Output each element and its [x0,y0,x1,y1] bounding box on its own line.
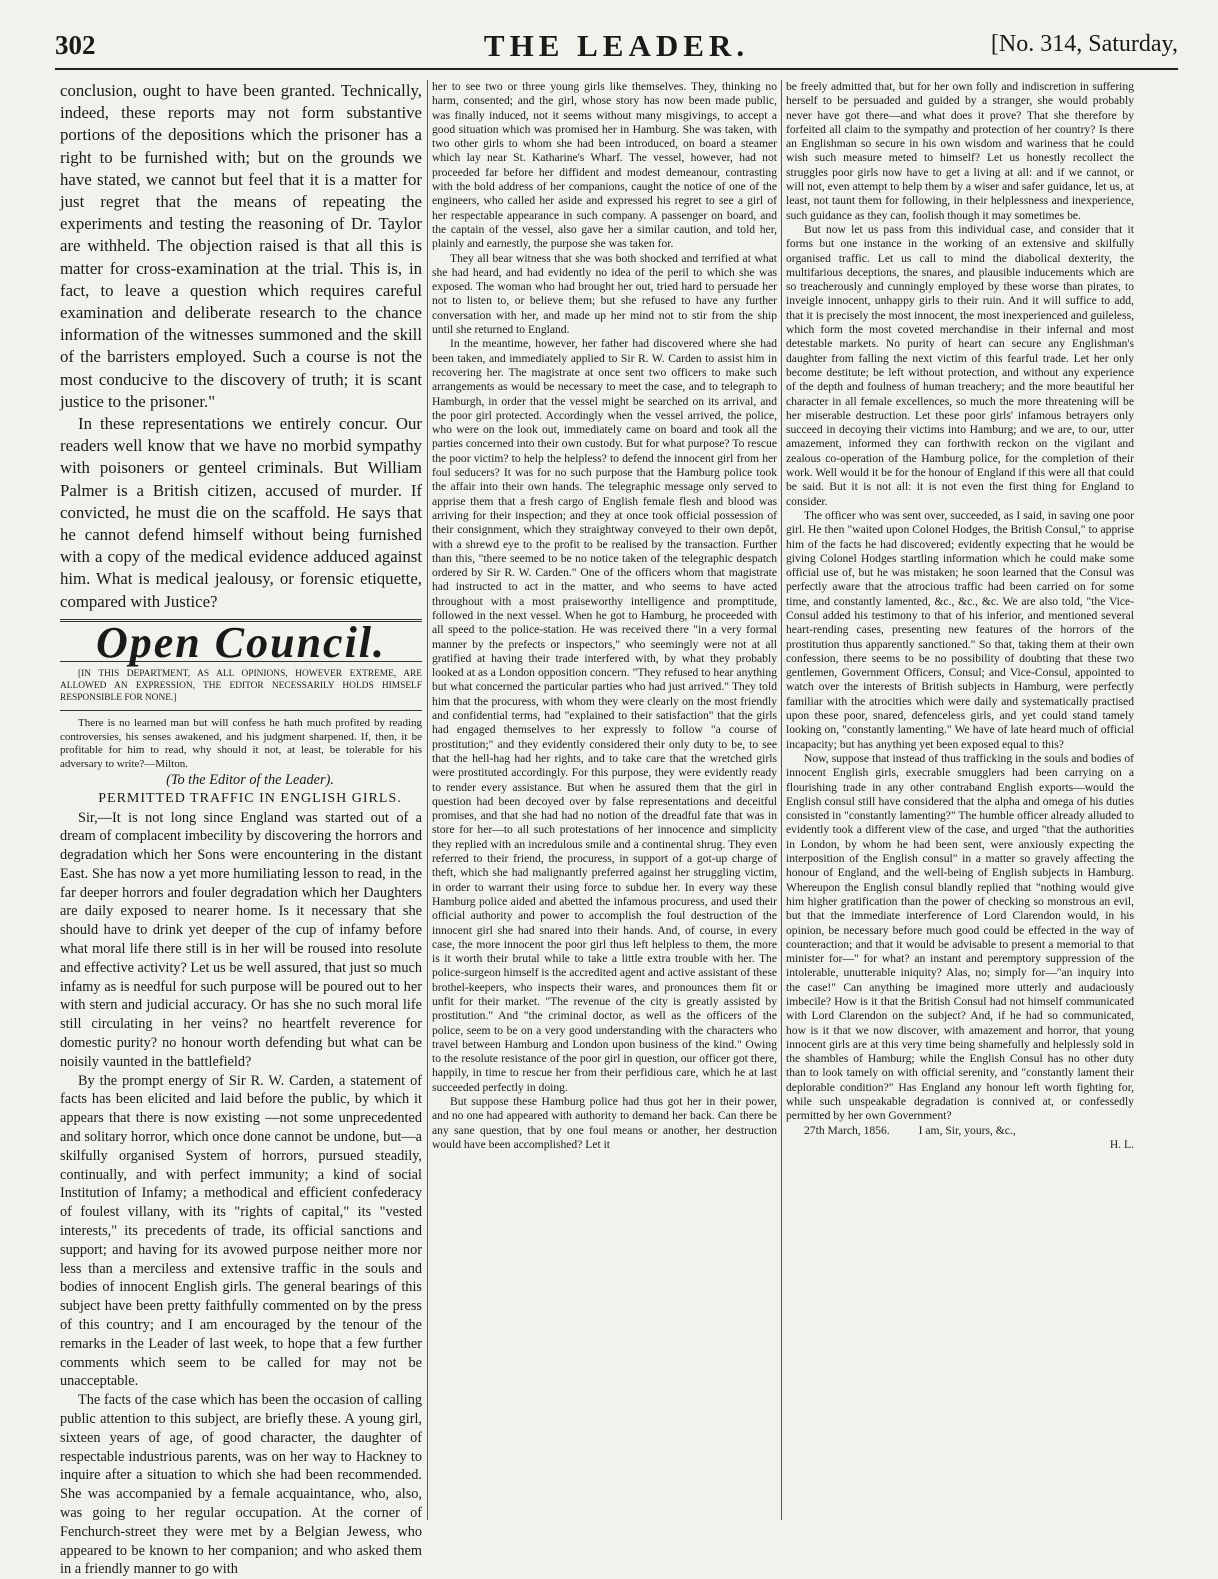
letter-paragraph: her to see two or three young girls like themselves. They, thinking no harm, consented; and the girl, whose story has now been made public, was finally induced, not it seems without many misgivings, to accept a good situation which was promised her in Hamburg. She was taken, with two other girls to whom she had been introduced, on board a steamer which lay near St. Katharine's Wharf. The vessel, however, had not proceeded far before her diffident and modest demeanour, contrasting with the bold address of her companions, caught the notice of one of the engineers, who called her aside and expressed his regret to see a girl of her respectable appearance in such company. A passenger on board, and the captain of the vessel, also gave her a similar caution, and told her, plainly and earnestly, the purpose she was taken for. [432,80,777,251]
letter-paragraph: But suppose these Hamburg police had thus got her in their power, and no one had appeared with authority to demand her back. Can there be any sane question, that by one foul means or another, her destruction would have been accomplished? Let it [432,1095,777,1151]
editor-note: (To the Editor of the Leader). [166,771,334,788]
page-header [55,28,1178,70]
letter-title: PERMITTED TRAFFIC IN ENGLISH GIRLS. [98,790,402,806]
column-3 [786,80,1134,1520]
article-paragraph: In these representations we entirely concur. Our readers well know that we have no morbid sympathy with poisoners or genteel criminals. But William Palmer is a British citizen, accused of murder. If convicted, he must die on the scaffold. He says that he cannot defend himself without being furnished with a copy of the medical evidence adduced against him. What is medical jealousy, or forensic etiquette, compared with Justice? [60,414,422,611]
letter-paragraph: In the meantime, however, her father had discovered where she had been taken, and immediately applied to Sir R. W. Carden to assist him in recovering her. The magistrate at once sent two officers to make such arrangements as would be necessary to meet the case, and to telegraph to Hamburgh, in order that the vessel might be searched on its arrival, and the poor girl protected. Accordingly when the vessel arrived, the police, who were on the look out, immediately came on board and took all the parties concerned into their own custody. But for what purpose? To rescue the poor victim? to help the helpless? to defend the innocent girl from her foul seducers? It was for no such purpose that the Hamburg police took the affair into their own hands. The telegraphic message only served to apprise them that a fresh cargo of English female flesh and blood was arriving for their inspection; and they at once took official possession of their consignment, which they straightway conveyed to their own depôt, with a shrewd eye to the profit to be realised by the transaction. Further than this, "there seemed to be no notice taken of the telegraphic despatch ordered by Sir R. W. Carden." One of the officers whom that magistrate had instructed to act in the matter, and who seems to have acted throughout with a most praiseworthy intelligence and promptitude, followed in the next vessel. When he got to Hamburg, he proceeded with all speed to the police-station. He was received there "in a very formal manner by the prefects or inspectors," who seemingly were not at all gratified at having their trade interfered with, by what they probably looked at as a London opposition concern. "They refused to hear anything but what concerned the particular parties who had just arrived." They told him that the procuress, with whom they were clearly on the most friendly and confidential terms, had "explained to their satisfaction" that the girls had engaged themselves to her expressly to follow "a course of prostitution;" and they evidently considered their only duty to be, to see that the hell-hag had her rights, and to take care that the wretched girls were prostituted accordingly. For this purpose, they were evidently ready to render every assistance. But when he assured them that the girl in question had been decoyed over by false representations and deceitful promises, and that she had had no notion of the dreadful fate that was in store for her—to all such protestations of her innocence and simplicity they replied with an incredulous smile and a continental shrug. They even referred to their friend, the procuress, in support of a got-up charge of theft, which she had malignantly preferred against her struggling victim, in order to warrant their using force to subdue her. In every way these Hamburg police aided and abetted the infamous procuress, and used their official authority and power to accomplish the foul destruction of the innocent girl she had snared into their hands. And, of course, in every case, the more innocent the poor girl thus left helpless to them, the more is it worth their brutal while to take a little extra trouble with her. The police-surgeon himself is the accredited agent and active assistant of these brothel-keepers, who inspects their wares, and pronounces them fit or unfit for their market. "The revenue of the city is greatly assisted by prostitution." And "the criminal doctor, as well as the officers of the police, seem to be on a very good understanding with the characters who travel between Hamburg and London upon business of the kind." Owing to the resolute resistance of the poor girl in question, our officer got there, happily, in time to rescue her from their perfidious care, which he at last succeeded perfectly in doing. [432,337,777,1094]
column-rule [781,80,782,1520]
issue-number: [No. 314, Saturday, [990,31,1178,57]
editorial-disclaimer: [IN THIS DEPARTMENT, AS ALL OPINIONS, HOWEVER EXTREME, ARE ALLOWED AN EXPRESSION, THE EDITOR NECESSARILY HOLDS HIMSELF RESPONSIBLE FOR NONE.] [60,668,422,704]
letter-paragraph: Sir,—It is not long since England was started out of a dream of complacent imbecility by discovering the horrors and degradation which her Sons were encountering in the distant East. She has now a yet more humiliating lesson to read, in the far deeper horrors and fouler degradation which her Daughters are daily exposed to nearer home. Is it necessary that she should have to drink yet deeper of the cup of infamy before what moral life there still is in her will be roused into resolute and effective activity? Let us be well assured, that just so much infamy as is needful for such purpose will be poured out to her with stern and judicial accuracy. Or has she no such moral life still circulating in her veins? no heartfelt reverence for domestic purity? no honour worth defending but what can be noisily vaunted in the battlefield? [60,809,422,1070]
letter-paragraph: By the prompt energy of Sir R. W. Carden, a statement of facts has been elicited and laid before the public, by which it appears that there is now existing —not some unprecedented and solitary horror, which once done cannot be undone, but—a skilfully organised System of horrors, pursued steadily, continually, and with perfect immunity; a kind of social Institution of Infamy; a methodical and efficient confederacy of foulest villany, with its "rights of capital," its "vested interests," its precedents of trade, its official sanctions and support; and having for its avowed purpose neither more nor less than a merciless and extensive traffic in the souls and bodies of innocent English girls. The general bearings of this subject have been pretty faithfully commented on by the press of this country; and I am encouraged by the tenour of the remarks in the Leader of last week, to hope that a few further comments which seem to be called for may not be unacceptable. [60,1072,422,1390]
letter-signoff [786,1124,1134,1138]
letter-date: 27th March, 1856. [804,1123,890,1137]
letter-paragraph: The officer who was sent over, succeeded, as I said, in saving one poor girl. He then "waited upon Colonel Hodges, the British Consul," to apprise him of the facts he had discovered; evidently expecting that he would be giving Colonel Hodges startling information which he could make some official use of, but he was mistaken; he soon learned that the Consul was perfectly aware that the atrocious traffic had been carried on for some time, and constantly lamented, &c., &c., &c. We are also told, "the Vice-Consul added his testimony to that of his inferior, and mentioned several heart-rending cases, presenting new features of the horrors of the prostitution thus apparently sanctioned." So that, taking them at their own confession, there seems to be no possibility of doubting that these two gentlemen, Government Officers, Consul; and Vice-Consul, appointed to watch over the interests of British subjects in Hamburg, were perfectly familiar with the atrocities which were daily and systematically practised upon these poor, snared, defenceless girls, and yet could stand tamely looking on, "constantly lamenting." We have of late heard much of official incapacity; but has anything yet been exposed equal to this? [786,508,1134,751]
column-1 [60,80,422,1578]
letter-paragraph: But now let us pass from this individual case, and consider that it forms but one instance in the working of an extensive and skilfully organised traffic. Let us call to mind the diabolical dexterity, the multifarious deceptions, the snares, and plausible inducements which are so treacherously and cunningly employed by these worse than pirates, to inveigle innocent, unhappy girls to their ruin. And it will suffice to add, that it is precisely the most innocent, the most inexperienced and guileless, which form the most coveted merchandise in their infernal and most detestable markets. No purity of heart can secure any Englishman's daughter from falling the next victim of this fearful trade. Let her only become destitute; be left without protection, and without any experience of the depth and foulness of human treachery; and the more beautiful her character in all female excellences, so much the more threatening will be her miserable destruction. Let these poor girls' infamous betrayers only succeed in decoying their victims into Hamburg; and we are, to our, utter amazement, informed they can forthwith reckon on the vigilant and zealous co-operation of the Hamburg police, for the completion of their work. Well would it be for the honour of England if this were all that could be said. But it is not all: it is not even the first thing for England to consider. [786,222,1134,508]
column-2 [432,80,777,1520]
letter-paragraph: The facts of the case which has been the occasion of calling public attention to this subject, are briefly these. A young girl, sixteen years of age, of good character, the daughter of respectable industrious parents, was on her way to Hackney to inquire after a situation to which she had been recommended. She was accompanied by a female acquaintance, who, also, was going to her regular occupation. At the corner of Fenchurch-street they were met by a Belgian Jewess, who appeared to be known to her companion; and who asked them in a friendly manner to go with [60,1392,422,1578]
section-heading: Open Council. [95,617,387,667]
author-initials: H. L. [1109,1137,1134,1151]
masthead-title: THE LEADER. [483,28,750,63]
page-number: 302 [55,30,96,60]
letter-closing: I am, Sir, yours, &c., [918,1123,1016,1137]
epigraph: There is no learned man but will confess he hath much profited by reading controversies, his senses awakened, and his judgment sharpened. If, then, it be profitable for him to read, why should it not, at least, be tolerable for his adversary to write?—Milton. [60,717,422,770]
letter-paragraph: be freely admitted that, but for her own folly and indiscretion in suffering herself to be persuaded and guided by a stranger, she would probably never have got there—and what does it prove? That she therefore by forfeited all claim to the sympathy and protection of her country? Is there an Englishman so secure in his own wisdom and wariness that he could wish such measure meted to himself? Let us honestly recollect the struggles poor girls now have to get a living at all: and if we cannot, or will not, even attempt to help them by a wiser and safer guidance, let us, at least, not taunt them for following, in their helplessness and inexperience, such guidance as they can, foolish though it may sometimes be. [786,80,1134,222]
letter-paragraph: They all bear witness that she was both shocked and terrified at what she had heard, and had evidently no idea of the peril to which she was exposed. The woman who had brought her out, tried hard to persuade her not to listen to, or believe them; but she refused to have any further conversation with her, and made up her mind not to stir from the ship until she returned to England. [432,251,777,337]
disclaimer-divider [60,710,422,711]
column-rule [427,80,428,1520]
article-continuation [60,80,422,613]
letter-paragraph: Now, suppose that instead of thus trafficking in the souls and bodies of innocent English girls, execrable smugglers had been carrying on a flourishing trade in any other contraband English exports—would the English consul still have considered that the alpha and omega of his duties consisted in "constantly lamenting?" The humble officer already alluded to evidently took a different view of the case, and urged "that the authorities in London, by whom he had been sent, were anxiously expecting the interposition of the English consul" in a matter so gravely affecting the honour of England, and the well-being of English subjects in Hamburg. Whereupon the English consul blandly replied that "nothing would give him higher gratification than the power of checking so monstrous an evil, but that the immediate interference of Lord Clarendon would, in his opinion, be necessary before much good could be effected in the way of counteraction; and that it would be advisable to present a memorial to that minister for—" for what? an instant and peremptory suppression of the intolerable, unutterable iniquity? Alas, no; simply for—"an inquiry into the case!" Can anything be imagined more utterly and audaciously imbecile? How is it that the British Consul had not himself communicated with Lord Clarendon on the subject? And, if he had so communicated, how is it that we now discover, with amazement and horror, that young innocent girls are at this very time being shamefully and helplessly sold in the shambles of Hamburg; while the English Consul has no other duty than to look tamely on with official serenity, and "constantly lament their deplorable condition?" Has England any honour left worth fighting for, while such unspeakable degradation is connived at, or confessedly permitted by her own Government? [786,751,1134,1123]
article-paragraph: conclusion, ought to have been granted. Technically, indeed, these reports may not form substantive portions of the depositions which the prisoner has a right to be furnished with; but on the grounds we have stated, we cannot but feel that it is a matter for just regret that the means of repeating the experiments and testing the reasoning of Dr. Taylor are withheld. The objection raised is that all this is matter for cross-examination at the trial. This is, in fact, to leave a question which requires careful examination and deliberate research to the chance information of the witnesses summoned and the skill of the barristers employed. Such a course is not the most conducive to the discovery of truth; it is scant justice to the prisoner." [60,81,422,411]
